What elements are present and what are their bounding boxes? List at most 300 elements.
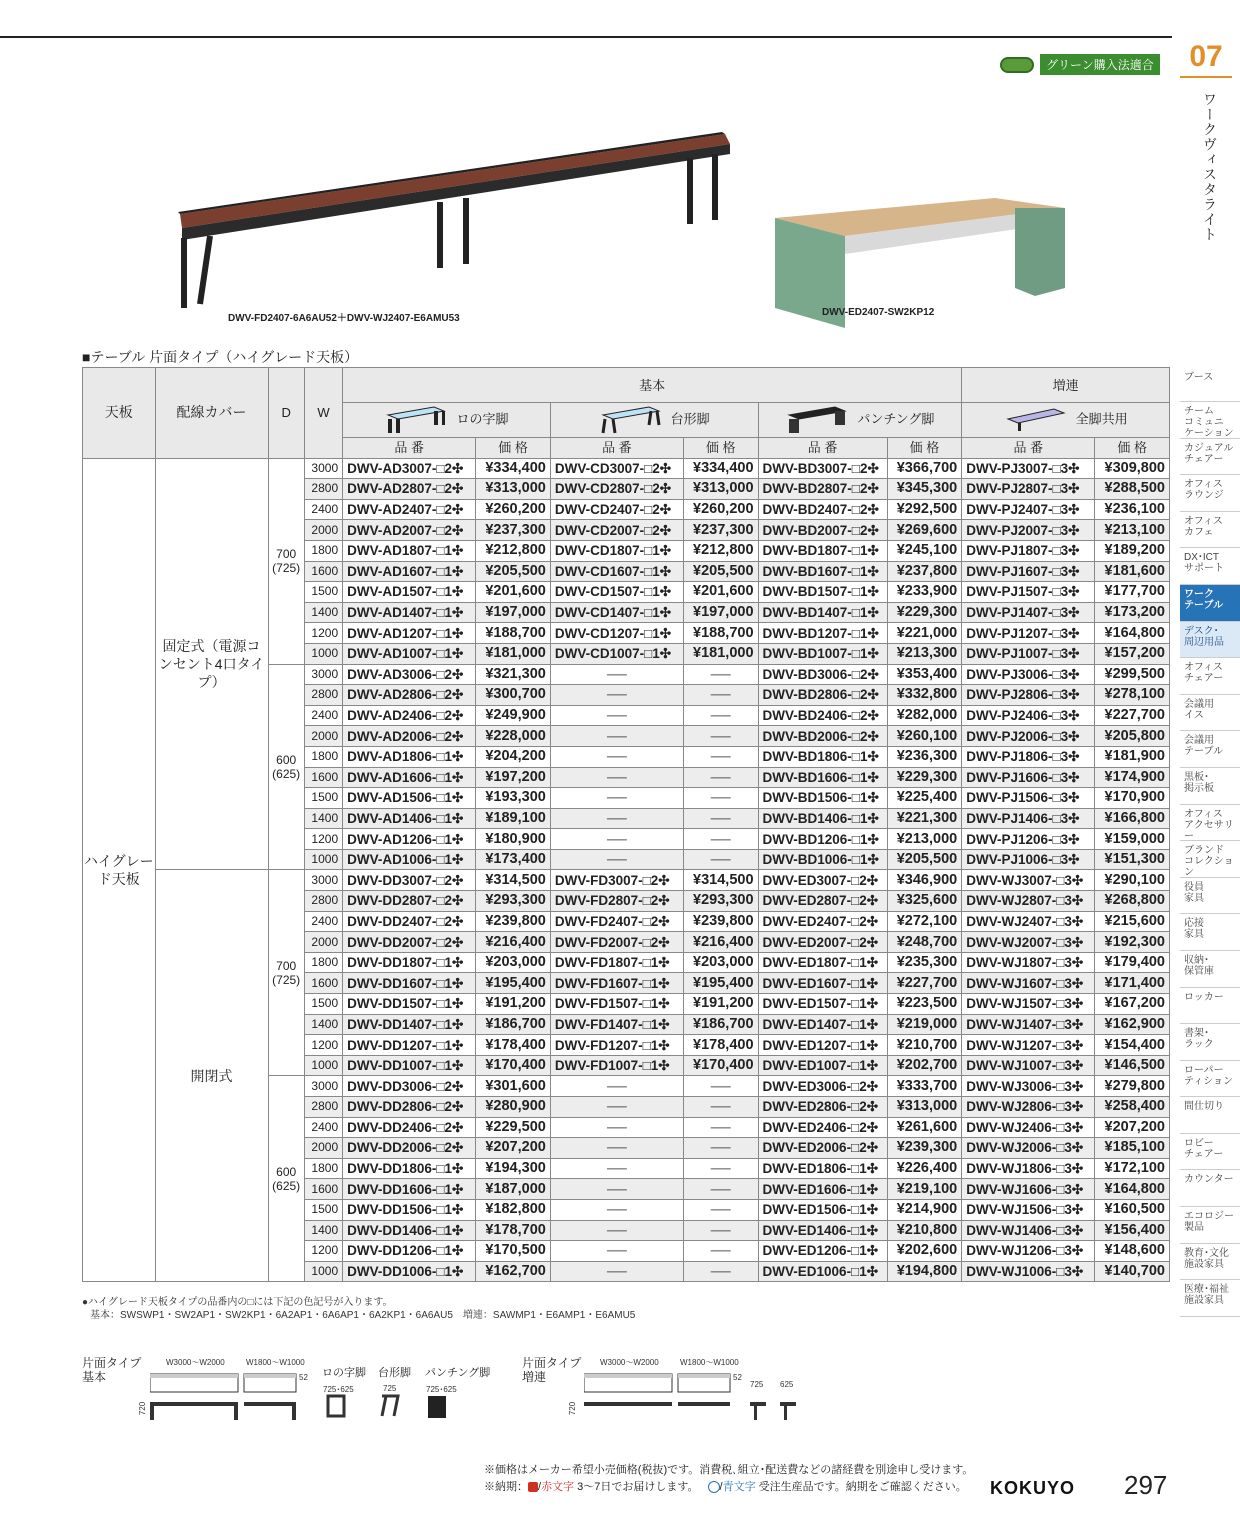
price-cell: ¥151,300	[1095, 849, 1170, 870]
price-cell: ¥227,700	[887, 973, 962, 994]
price-cell: ¥207,200	[1095, 1117, 1170, 1138]
price-cell: ¥216,400	[476, 932, 551, 953]
footer-note-1: ※価格はメーカー希望小売価格(税抜)です。消費税､組立･配送費などの諸経費を別途申し受けます。	[484, 1464, 974, 1476]
price-cell: ¥194,800	[887, 1261, 962, 1282]
width-cell: 1800	[304, 540, 342, 561]
na-cell: ──	[550, 1117, 683, 1138]
diagram-title-kihon: 片面タイプ 基本	[82, 1356, 142, 1384]
price-cell: ¥227,700	[1095, 705, 1170, 726]
dim-w-range-1a: W3000〜W2000	[166, 1358, 225, 1367]
product-code-cell: DWV-AD3007-□2✣	[343, 458, 476, 479]
brand-logo: KOKUYO	[990, 1478, 1076, 1498]
price-cell: ¥192,300	[1095, 932, 1170, 953]
product-code-cell: DWV-PJ2807-□3✣	[962, 479, 1095, 500]
common-leg-icon	[1004, 405, 1068, 435]
product-code-cell: DWV-DD1006-□1✣	[343, 1261, 476, 1282]
product-code-cell: DWV-DD2006-□2✣	[343, 1138, 476, 1159]
price-cell: ¥219,000	[887, 1014, 962, 1035]
red-text-label: 赤文字	[541, 1481, 575, 1493]
product-code-cell: DWV-AD1506-□1✣	[343, 788, 476, 809]
na-cell: ──	[683, 685, 758, 706]
price-cell: ¥162,700	[476, 1261, 551, 1282]
header-leg-daikei	[550, 403, 758, 438]
header-zoren: 増連	[962, 368, 1170, 403]
width-cell: 1000	[304, 1055, 342, 1076]
product-code-cell: DWV-AD1606-□1✣	[343, 767, 476, 788]
price-cell: ¥268,800	[1095, 891, 1170, 912]
price-cell: ¥245,100	[887, 540, 962, 561]
footer-note-2-prefix: ※納期：	[484, 1481, 528, 1493]
product-code-cell: DWV-PJ1407-□3✣	[962, 602, 1095, 623]
price-cell: ¥212,800	[476, 540, 551, 561]
product-code-cell: DWV-DD2007-□2✣	[343, 932, 476, 953]
price-cell: ¥164,800	[1095, 623, 1170, 644]
width-cell: 1600	[304, 973, 342, 994]
product-code-cell: DWV-CD2807-□2✣	[550, 479, 683, 500]
na-cell: ──	[550, 1097, 683, 1118]
product-code-cell: DWV-DD2407-□2✣	[343, 911, 476, 932]
width-cell: 2000	[304, 932, 342, 953]
price-cell: ¥221,000	[887, 623, 962, 644]
price-cell: ¥205,500	[476, 561, 551, 582]
dim-w-range-1b: W3000〜W2000	[600, 1358, 659, 1367]
product-code-cell: DWV-WJ1207-□3✣	[962, 1035, 1095, 1056]
product-code-cell: DWV-FD1407-□1✣	[550, 1014, 683, 1035]
product-code-cell: DWV-ED1507-□1✣	[758, 994, 887, 1015]
width-cell: 2400	[304, 705, 342, 726]
width-cell: 1600	[304, 767, 342, 788]
price-cell: ¥154,400	[1095, 1035, 1170, 1056]
nav-item[interactable]: 収納･ 保管庫	[1180, 951, 1240, 988]
width-cell: 2800	[304, 1097, 342, 1118]
price-cell: ¥170,500	[476, 1241, 551, 1262]
price-cell: ¥181,600	[1095, 561, 1170, 582]
product-code-cell: DWV-ED1406-□1✣	[758, 1220, 887, 1241]
na-cell: ──	[550, 685, 683, 706]
price-cell: ¥181,000	[476, 643, 551, 664]
na-cell: ──	[550, 1241, 683, 1262]
width-cell: 1000	[304, 849, 342, 870]
price-cell: ¥309,800	[1095, 458, 1170, 479]
price-cell: ¥140,700	[1095, 1261, 1170, 1282]
dim-leg2: 725	[383, 1384, 397, 1393]
nav-item[interactable]: 書架･ ラック	[1180, 1024, 1240, 1061]
price-cell: ¥334,400	[683, 458, 758, 479]
product-code-cell: DWV-PJ1406-□3✣	[962, 808, 1095, 829]
price-cell: ¥174,900	[1095, 767, 1170, 788]
nav-item[interactable]: 間仕切り	[1180, 1097, 1240, 1134]
price-cell: ¥195,400	[476, 973, 551, 994]
nav-item[interactable]: ロビー チェアー	[1180, 1134, 1240, 1171]
price-cell: ¥186,700	[683, 1014, 758, 1035]
leg-common-label: 全脚共用	[1075, 411, 1128, 427]
product-code-cell: DWV-ED2007-□2✣	[758, 932, 887, 953]
product-code-cell: DWV-CD1507-□1✣	[550, 582, 683, 603]
footer-slash-1: /	[538, 1481, 542, 1493]
product-code-cell: DWV-AD1006-□1✣	[343, 849, 476, 870]
price-cell: ¥148,600	[1095, 1241, 1170, 1262]
price-cell: ¥202,700	[887, 1055, 962, 1076]
product-code-cell: DWV-ED2407-□2✣	[758, 911, 887, 932]
product-code-cell: DWV-DD2807-□2✣	[343, 891, 476, 912]
price-cell: ¥293,300	[476, 891, 551, 912]
price-cell: ¥258,400	[1095, 1097, 1170, 1118]
price-table	[82, 367, 1170, 1282]
product-code-cell: DWV-BD1506-□1✣	[758, 788, 887, 809]
na-cell: ──	[683, 829, 758, 850]
price-cell: ¥248,700	[887, 932, 962, 953]
nav-item[interactable]: オフィス ラウンジ	[1180, 475, 1240, 512]
nav-item[interactable]: ワーク テーブル	[1180, 585, 1240, 622]
width-cell: 1800	[304, 1158, 342, 1179]
price-cell: ¥260,200	[476, 499, 551, 520]
price-cell: ¥189,200	[1095, 540, 1170, 561]
header-kakaku-2: 価 格	[683, 438, 758, 459]
product-code-cell: DWV-PJ1506-□3✣	[962, 788, 1095, 809]
product-code-cell: DWV-DD1406-□1✣	[343, 1220, 476, 1241]
product-code-cell: DWV-DD1507-□1✣	[343, 994, 476, 1015]
product-code-cell: DWV-DD1207-□1✣	[343, 1035, 476, 1056]
group-cover-fixed: 固定式（電源コンセント4口タイプ）	[155, 458, 268, 870]
nav-item[interactable]: ローパー ティション	[1180, 1061, 1240, 1098]
price-cell: ¥239,300	[887, 1138, 962, 1159]
product-code-cell: DWV-DD2406-□2✣	[343, 1117, 476, 1138]
price-cell: ¥173,200	[1095, 602, 1170, 623]
product-code-cell: DWV-PJ1606-□3✣	[962, 767, 1095, 788]
product-code-cell: DWV-WJ1606-□3✣	[962, 1179, 1095, 1200]
quick-delivery-icon	[528, 1482, 538, 1492]
price-cell: ¥366,700	[887, 458, 962, 479]
price-cell: ¥345,300	[887, 479, 962, 500]
product-code-cell: DWV-ED2806-□2✣	[758, 1097, 887, 1118]
na-cell: ──	[683, 1117, 758, 1138]
nav-item[interactable]: チーム コミュニ ケーション	[1180, 402, 1240, 439]
price-cell: ¥171,400	[1095, 973, 1170, 994]
product-code-cell: DWV-DD1506-□1✣	[343, 1199, 476, 1220]
nav-item[interactable]: 会議用 テーブル	[1180, 731, 1240, 768]
width-cell: 1600	[304, 561, 342, 582]
nav-item[interactable]: 医療･福祉 施設家具	[1180, 1280, 1240, 1317]
footer-note-2-red-desc: 3〜7日でお届けします。	[574, 1481, 699, 1493]
price-cell: ¥197,000	[476, 602, 551, 623]
product-code-cell: DWV-WJ1507-□3✣	[962, 994, 1095, 1015]
price-cell: ¥314,500	[683, 870, 758, 891]
price-cell: ¥162,900	[1095, 1014, 1170, 1035]
header-hinban-4: 品 番	[962, 438, 1095, 459]
price-cell: ¥334,400	[476, 458, 551, 479]
price-cell: ¥188,700	[683, 623, 758, 644]
category-nav	[1180, 368, 1240, 1317]
product-code-cell: DWV-AD1406-□1✣	[343, 808, 476, 829]
product-code-cell: DWV-BD3006-□2✣	[758, 664, 887, 685]
price-cell: ¥249,900	[476, 705, 551, 726]
width-cell: 1800	[304, 746, 342, 767]
product-code-cell: DWV-BD2406-□2✣	[758, 705, 887, 726]
dim-w-range-2b: W1800〜W1000	[680, 1358, 739, 1367]
price-cell: ¥288,500	[1095, 479, 1170, 500]
product-code-cell: DWV-ED2406-□2✣	[758, 1117, 887, 1138]
price-cell: ¥194,300	[476, 1158, 551, 1179]
nav-item[interactable]: ブランド コレクション	[1180, 841, 1240, 878]
price-cell: ¥156,400	[1095, 1220, 1170, 1241]
diagram-leg3-label: パンチング脚	[425, 1367, 491, 1379]
nav-item[interactable]: 会議用 イス	[1180, 695, 1240, 732]
price-cell: ¥207,200	[476, 1138, 551, 1159]
leg-daikei-label: 台形脚	[670, 411, 710, 427]
product-code-cell: DWV-BD1807-□1✣	[758, 540, 887, 561]
product-code-cell: DWV-ED1607-□1✣	[758, 973, 887, 994]
price-cell: ¥228,000	[476, 726, 551, 747]
product-code-cell: DWV-PJ3006-□3✣	[962, 664, 1095, 685]
product-code-cell: DWV-CD1207-□1✣	[550, 623, 683, 644]
ronoji-leg-icon	[384, 405, 448, 435]
product-code-cell: DWV-FD1607-□1✣	[550, 973, 683, 994]
product-code-cell: DWV-ED1606-□1✣	[758, 1179, 887, 1200]
na-cell: ──	[683, 1261, 758, 1282]
na-cell: ──	[683, 664, 758, 685]
footer-note-2-blue-desc: 受注生産品です。納期をご確認ください。	[755, 1481, 967, 1493]
width-cell: 2000	[304, 1138, 342, 1159]
depth-group: 600 (625)	[268, 664, 304, 870]
price-cell: ¥181,900	[1095, 746, 1170, 767]
na-cell: ──	[550, 726, 683, 747]
product-code-cell: DWV-DD1806-□1✣	[343, 1158, 476, 1179]
product-code-cell: DWV-AD2807-□2✣	[343, 479, 476, 500]
photo-caption-right: DWV-ED2407-SW2KP12	[822, 307, 935, 318]
na-cell: ──	[550, 829, 683, 850]
product-code-cell: DWV-BD1207-□1✣	[758, 623, 887, 644]
product-code-cell: DWV-ED1006-□1✣	[758, 1261, 887, 1282]
diagram-zoren	[584, 1366, 804, 1426]
product-code-cell: DWV-BD2407-□2✣	[758, 499, 887, 520]
width-cell: 3000	[304, 664, 342, 685]
nav-item[interactable]: 黒板･ 掲示板	[1180, 768, 1240, 805]
product-code-cell: DWV-PJ2407-□3✣	[962, 499, 1095, 520]
group-tenban: ハイグレード天板	[83, 458, 156, 1282]
product-code-cell: DWV-BD1806-□1✣	[758, 746, 887, 767]
product-code-cell: DWV-AD1507-□1✣	[343, 582, 476, 603]
price-cell: ¥278,100	[1095, 685, 1170, 706]
product-code-cell: DWV-WJ2807-□3✣	[962, 891, 1095, 912]
product-code-cell: DWV-ED1007-□1✣	[758, 1055, 887, 1076]
product-code-cell: DWV-ED3006-□2✣	[758, 1076, 887, 1097]
price-cell: ¥293,300	[683, 891, 758, 912]
dim-725-b: 725	[750, 1380, 764, 1389]
depth-group: 700 (725)	[268, 870, 304, 1076]
product-code-cell: DWV-BD3007-□2✣	[758, 458, 887, 479]
na-cell: ──	[550, 1158, 683, 1179]
product-code-cell: DWV-BD1606-□1✣	[758, 767, 887, 788]
price-cell: ¥201,600	[683, 582, 758, 603]
nav-item[interactable]: ロッカー	[1180, 988, 1240, 1025]
width-cell: 1400	[304, 1220, 342, 1241]
na-cell: ──	[683, 1158, 758, 1179]
width-cell: 1200	[304, 1035, 342, 1056]
price-cell: ¥173,400	[476, 849, 551, 870]
nav-item[interactable]: カウンター	[1180, 1170, 1240, 1207]
product-code-cell: DWV-WJ2407-□3✣	[962, 911, 1095, 932]
price-cell: ¥197,000	[683, 602, 758, 623]
width-cell: 1600	[304, 1179, 342, 1200]
price-cell: ¥269,600	[887, 520, 962, 541]
dim-52-a: 52	[299, 1373, 308, 1382]
price-cell: ¥279,800	[1095, 1076, 1170, 1097]
product-code-cell: DWV-DD3006-□2✣	[343, 1076, 476, 1097]
nav-item[interactable]: オフィス チェアー	[1180, 658, 1240, 695]
product-code-cell: DWV-CD2407-□2✣	[550, 499, 683, 520]
price-cell: ¥205,800	[1095, 726, 1170, 747]
width-cell: 3000	[304, 458, 342, 479]
price-cell: ¥177,700	[1095, 582, 1170, 603]
dim-720-a: 720	[138, 1401, 148, 1416]
nav-item[interactable]: デスク･ 周辺用品	[1180, 622, 1240, 659]
price-cell: ¥191,200	[476, 994, 551, 1015]
note-line-1: ●ハイグレード天板タイプの品番内の□には下記の色記号が入ります。	[82, 1297, 393, 1308]
blue-text-label: 青文字	[722, 1481, 756, 1493]
nav-item[interactable]: エコロジー 製品	[1180, 1207, 1240, 1244]
price-cell: ¥180,900	[476, 829, 551, 850]
price-cell: ¥236,300	[887, 746, 962, 767]
footer-note-2	[484, 1479, 973, 1496]
price-cell: ¥313,000	[683, 479, 758, 500]
section-title: ■テーブル 片面タイプ（ハイグレード天板）	[82, 349, 359, 365]
product-code-cell: DWV-FD1807-□1✣	[550, 952, 683, 973]
product-code-cell: DWV-FD2007-□2✣	[550, 932, 683, 953]
product-code-cell: DWV-BD1206-□1✣	[758, 829, 887, 850]
price-cell: ¥290,100	[1095, 870, 1170, 891]
product-code-cell: DWV-BD2806-□2✣	[758, 685, 887, 706]
price-cell: ¥170,400	[476, 1055, 551, 1076]
product-code-cell: DWV-CD1007-□1✣	[550, 643, 683, 664]
footer-notes	[484, 1462, 973, 1496]
table-row	[83, 458, 1170, 479]
product-code-cell: DWV-FD2407-□2✣	[550, 911, 683, 932]
price-cell: ¥182,800	[476, 1199, 551, 1220]
nav-item[interactable]: 応接 家具	[1180, 914, 1240, 951]
nav-item[interactable]: 役員 家具	[1180, 878, 1240, 915]
na-cell: ──	[683, 849, 758, 870]
depth-group: 700 (725)	[268, 458, 304, 664]
product-code-cell: DWV-WJ1406-□3✣	[962, 1220, 1095, 1241]
product-code-cell: DWV-WJ2007-□3✣	[962, 932, 1095, 953]
price-cell: ¥239,800	[683, 911, 758, 932]
product-code-cell: DWV-BD2807-□2✣	[758, 479, 887, 500]
product-code-cell: DWV-ED2807-□2✣	[758, 891, 887, 912]
product-code-cell: DWV-PJ1007-□3✣	[962, 643, 1095, 664]
na-cell: ──	[683, 1199, 758, 1220]
price-cell: ¥321,300	[476, 664, 551, 685]
header-w: W	[304, 368, 342, 459]
na-cell: ──	[683, 1076, 758, 1097]
header-cover: 配線カバー	[155, 368, 268, 459]
product-code-cell: DWV-WJ2006-□3✣	[962, 1138, 1095, 1159]
header-leg-punching	[758, 403, 962, 438]
nav-item[interactable]: ブース	[1180, 368, 1240, 402]
product-code-cell: DWV-ED1206-□1✣	[758, 1241, 887, 1262]
width-cell: 1500	[304, 788, 342, 809]
na-cell: ──	[683, 746, 758, 767]
width-cell: 2800	[304, 479, 342, 500]
na-cell: ──	[683, 705, 758, 726]
price-cell: ¥205,500	[887, 849, 962, 870]
price-cell: ¥210,800	[887, 1220, 962, 1241]
product-code-cell: DWV-BD1607-□1✣	[758, 561, 887, 582]
width-cell: 1400	[304, 1014, 342, 1035]
product-code-cell: DWV-ED1506-□1✣	[758, 1199, 887, 1220]
price-cell: ¥239,800	[476, 911, 551, 932]
price-cell: ¥191,200	[683, 994, 758, 1015]
na-cell: ──	[550, 1138, 683, 1159]
na-cell: ──	[683, 767, 758, 788]
price-cell: ¥157,200	[1095, 643, 1170, 664]
price-cell: ¥260,200	[683, 499, 758, 520]
nav-item[interactable]: オフィス カフェ	[1180, 512, 1240, 549]
header-kakaku-3: 価 格	[887, 438, 962, 459]
price-cell: ¥159,000	[1095, 829, 1170, 850]
na-cell: ──	[550, 1179, 683, 1200]
na-cell: ──	[550, 1076, 683, 1097]
diagram-title-zoren: 片面タイプ 増連	[522, 1356, 582, 1384]
width-cell: 3000	[304, 1076, 342, 1097]
width-cell: 2400	[304, 911, 342, 932]
header-kakaku-4: 価 格	[1095, 438, 1170, 459]
width-cell: 1500	[304, 1199, 342, 1220]
price-cell: ¥164,800	[1095, 1179, 1170, 1200]
price-cell: ¥213,100	[1095, 520, 1170, 541]
price-cell: ¥237,800	[887, 561, 962, 582]
nav-item[interactable]: DX･ICT サポート	[1180, 548, 1240, 585]
product-code-cell: DWV-FD1207-□1✣	[550, 1035, 683, 1056]
product-code-cell: DWV-WJ3007-□3✣	[962, 870, 1095, 891]
width-cell: 1500	[304, 582, 342, 603]
price-cell: ¥215,600	[1095, 911, 1170, 932]
green-purchase-badge	[1000, 54, 1160, 75]
nav-item[interactable]: オフィス アクセサリー	[1180, 805, 1240, 842]
nav-item[interactable]: 教育･文化 施設家具	[1180, 1244, 1240, 1281]
price-cell: ¥229,300	[887, 602, 962, 623]
price-cell: ¥236,100	[1095, 499, 1170, 520]
price-cell: ¥314,500	[476, 870, 551, 891]
width-cell: 1400	[304, 602, 342, 623]
depth-group: 600 (625)	[268, 1076, 304, 1282]
product-code-cell: DWV-AD1806-□1✣	[343, 746, 476, 767]
price-cell: ¥166,800	[1095, 808, 1170, 829]
nav-item[interactable]: カジュアル チェアー	[1180, 439, 1240, 476]
header-leg-common	[962, 403, 1170, 438]
product-code-cell: DWV-ED1807-□1✣	[758, 952, 887, 973]
color-code-notes	[82, 1296, 635, 1322]
width-cell: 1200	[304, 623, 342, 644]
na-cell: ──	[683, 788, 758, 809]
page-number: 297	[1124, 1470, 1168, 1500]
na-cell: ──	[683, 1241, 758, 1262]
price-cell: ¥201,600	[476, 582, 551, 603]
price-cell: ¥292,500	[887, 499, 962, 520]
product-code-cell: DWV-WJ1007-□3✣	[962, 1055, 1095, 1076]
product-code-cell: DWV-PJ2007-□3✣	[962, 520, 1095, 541]
product-code-cell: DWV-WJ1807-□3✣	[962, 952, 1095, 973]
price-cell: ¥172,100	[1095, 1158, 1170, 1179]
header-tenban: 天板	[83, 368, 156, 459]
price-cell: ¥178,400	[476, 1035, 551, 1056]
product-code-cell: DWV-DD1607-□1✣	[343, 973, 476, 994]
price-cell: ¥189,100	[476, 808, 551, 829]
product-code-cell: DWV-DD1206-□1✣	[343, 1241, 476, 1262]
product-code-cell: DWV-FD1007-□1✣	[550, 1055, 683, 1076]
price-cell: ¥185,100	[1095, 1138, 1170, 1159]
dim-720-b: 720	[568, 1401, 578, 1416]
na-cell: ──	[550, 808, 683, 829]
